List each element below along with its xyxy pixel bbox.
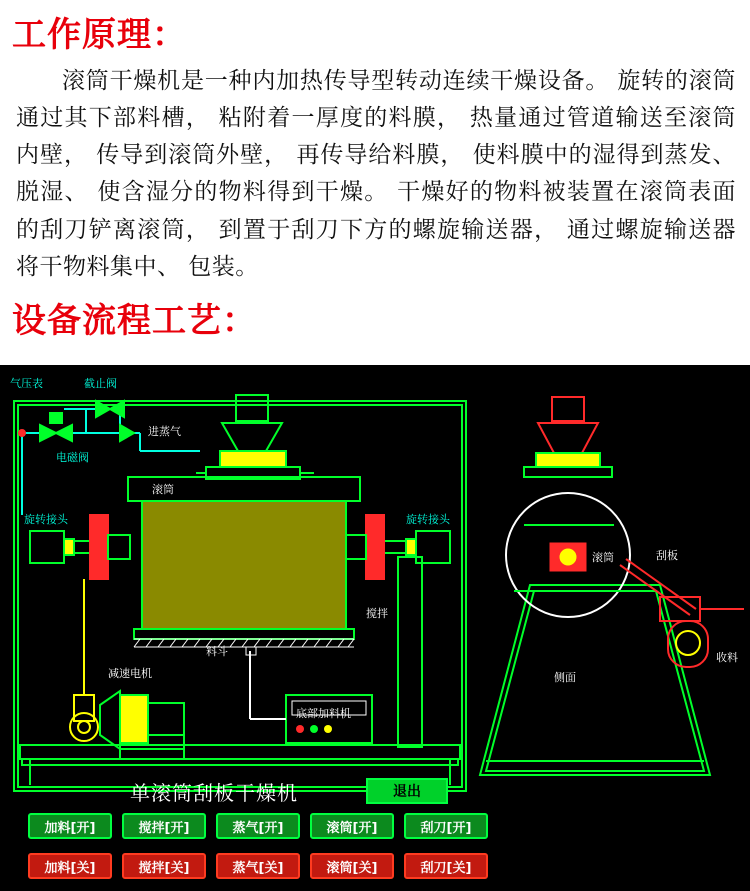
label-stirrer: 搅拌	[366, 607, 388, 620]
text-section	[0, 0, 750, 343]
label-steam-in: 进蒸气	[148, 425, 181, 438]
gauge-dot	[18, 429, 26, 437]
label-solenoid-valve: 电磁阀	[56, 451, 89, 464]
label-rotary-joint-left: 旋转接头	[24, 513, 68, 526]
steam-open-button[interactable]: 蒸气[开]	[216, 813, 300, 839]
open-button-row	[28, 813, 488, 839]
label-rotary-joint-right: 旋转接头	[406, 513, 450, 526]
label-hopper: 料斗	[206, 645, 228, 658]
label-bottom-feeder: 底部加料机	[296, 707, 351, 720]
label-stop-valve: 截止阀	[84, 377, 117, 390]
process-heading: 设备流程工艺：	[12, 301, 257, 341]
label-pressure-gauge: 气压表	[10, 377, 43, 390]
page-title: 工作原理：	[12, 15, 187, 55]
feed-open-button[interactable]: 加料[开]	[28, 813, 112, 839]
label-collector: 收料	[716, 651, 738, 664]
label-reducer-motor: 减速电机	[108, 667, 152, 680]
label-side-view: 侧面	[554, 671, 576, 684]
label-drum-detail: 滚筒	[592, 551, 614, 564]
stir-open-button[interactable]: 搅拌[开]	[122, 813, 206, 839]
scraper-open-button[interactable]: 刮刀[开]	[404, 813, 488, 839]
exit-button[interactable]: 退出	[366, 778, 448, 804]
drum-assembly	[128, 477, 360, 647]
close-button-row	[28, 853, 488, 879]
drum-close-button[interactable]: 滚筒[关]	[310, 853, 394, 879]
feed-close-button[interactable]: 加料[关]	[28, 853, 112, 879]
steam-close-button[interactable]: 蒸气[关]	[216, 853, 300, 879]
stir-close-button[interactable]: 搅拌[关]	[122, 853, 206, 879]
scraper-close-button[interactable]: 刮刀[关]	[404, 853, 488, 879]
diagram-title: 单滚筒刮板干燥机	[130, 781, 298, 805]
label-scraper: 刮板	[656, 549, 678, 562]
equipment-diagram	[0, 365, 750, 891]
label-drum: 滚筒	[152, 483, 174, 496]
drum-open-button[interactable]: 滚筒[开]	[310, 813, 394, 839]
principle-paragraph: 滚筒干燥机是一种内加热传导型转动连续干燥设备。 旋转的滚筒通过其下部料槽， 粘附着一厚度的料膜， 热量通过管道输送至滚筒内壁， 传导到滚筒外壁， 再传导给料膜， 使料膜中的湿得到蒸发、 脱湿、 使含湿分的物料得到干燥。 干燥好的物料被装置在滚筒表面的刮刀铲离滚筒， 到置于刮刀下方的螺旋输送器， 通过螺旋输送器将干物料集中、 包装。	[16, 67, 736, 280]
